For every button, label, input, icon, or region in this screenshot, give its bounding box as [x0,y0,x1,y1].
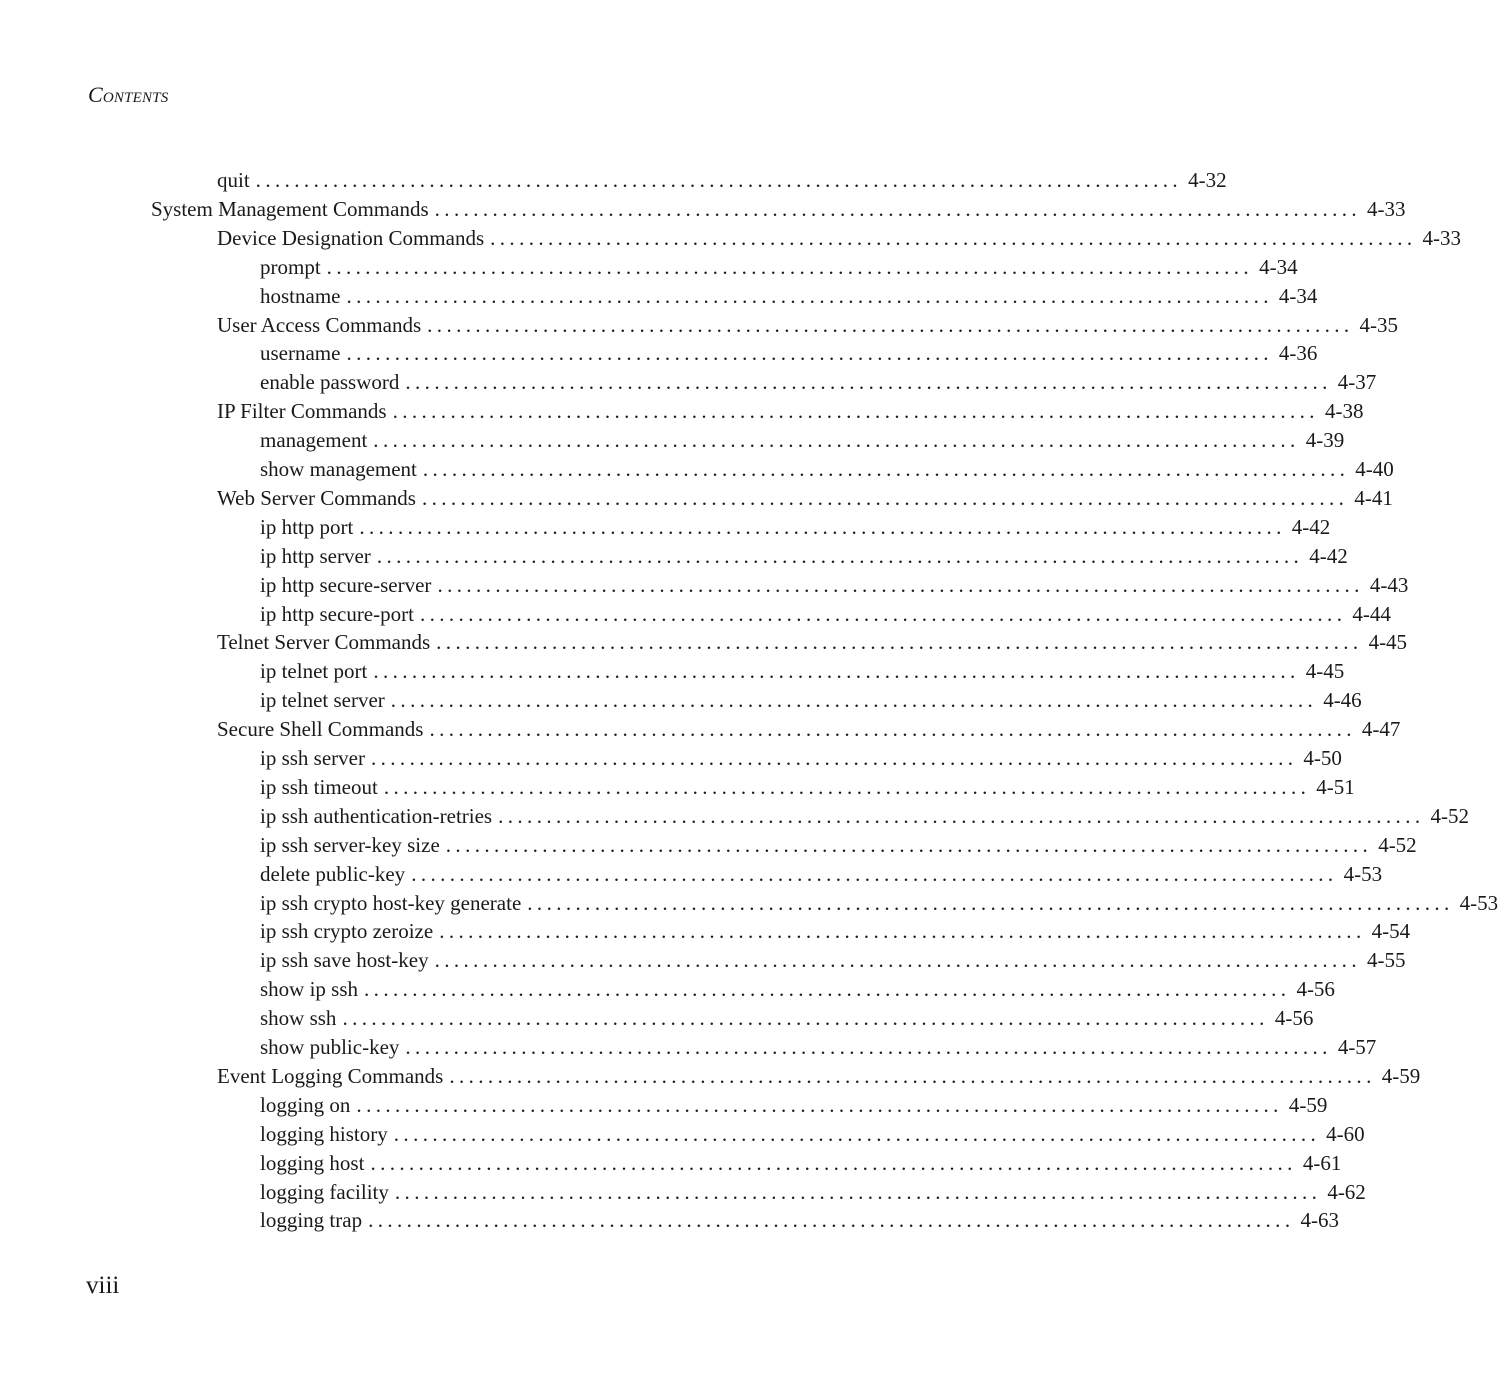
toc-entry-page: 4-61 [1302,1150,1342,1175]
toc-entry-label: ip telnet server [260,688,385,713]
toc-entry-label: show public-key [260,1035,400,1059]
toc-entry-label: delete public-key [260,861,406,886]
toc-entry-label: ip ssh save host-key [260,948,429,973]
toc-entry[interactable] [260,831,1417,860]
toc-entry-page: 4-44 [1352,601,1391,626]
toc-entry[interactable] [217,224,1462,253]
toc-entry-page: 4-63 [1300,1208,1339,1233]
toc-dot-leader: ................................................................................................ [346,341,1273,366]
toc-entry-page: 4-60 [1326,1121,1365,1146]
toc-entry[interactable] [260,426,1345,455]
toc-entry-page: 4-51 [1316,774,1355,799]
toc-entry-page: 4-59 [1288,1092,1328,1117]
toc-dot-leader: ................................................................................................ [370,746,1298,770]
toc-dot-leader: ................................................................................................ [437,572,1364,597]
toc-entry[interactable] [260,455,1394,484]
toc-entry-label: enable password [260,370,400,395]
toc-dot-leader: ................................................................................................ [498,803,1425,828]
toc-dot-leader: ................................................................................................ [359,514,1286,539]
toc-entry-label: show ip ssh [260,977,359,1002]
toc-dot-leader: ................................................................................................ [405,370,1332,395]
toc-entry[interactable] [260,860,1383,889]
toc-entry[interactable] [217,397,1364,426]
toc-entry-page: 4-59 [1381,1063,1421,1088]
toc-entry-page: 4-56 [1274,1006,1314,1031]
toc-dot-leader: ................................................................................................ [527,890,1454,915]
toc-entry-label: IP Filter Commands [217,399,387,424]
toc-entry-page: 4-45 [1368,630,1408,655]
toc-dot-leader: ................................................................................................ [342,1006,1269,1031]
toc-dot-leader: ................................................................................................ [373,428,1300,453]
toc-entry-page: 4-34 [1278,283,1318,308]
toc-dot-leader: ................................................................................................ [422,457,1350,481]
toc-entry-page: 4-33 [1422,225,1462,250]
toc-entry-page: 4-45 [1305,659,1345,684]
toc-entry-label: logging host [260,1150,365,1175]
toc-entry-page: 4-34 [1259,254,1298,279]
toc-entry-label: show management [260,457,417,481]
toc-entry-page: 4-32 [1188,168,1227,192]
toc-entry[interactable] [260,253,1298,282]
toc-entry-page: 4-56 [1296,977,1335,1002]
toc-entry-label: ip http secure-port [260,601,414,626]
toc-entry-label: ip ssh crypto host-key generate [260,890,522,915]
toc-entry-page: 4-52 [1378,832,1417,857]
toc-entry-page: 4-38 [1324,399,1364,424]
toc-dot-leader: ................................................................................................ [411,861,1338,886]
toc-entry-label: logging facility [260,1179,389,1204]
toc-entry-label: logging history [260,1121,388,1146]
toc-entry[interactable] [260,1149,1342,1178]
toc-dot-leader: ................................................................................................ [419,601,1347,626]
toc-dot-leader: ................................................................................................ [434,948,1361,973]
toc-entry[interactable] [260,282,1318,311]
toc-entry-label: Device Designation Commands [217,225,485,250]
toc-entry-page: 4-35 [1359,312,1399,337]
toc-entry[interactable] [260,686,1362,715]
toc-entry-page: 4-42 [1309,543,1348,568]
toc-entry-label: ip http server [260,543,371,568]
toc-entry-label: username [260,341,341,366]
toc-entry[interactable] [260,744,1342,773]
toc-entry-page: 4-33 [1367,196,1406,221]
toc-entry[interactable] [151,195,1406,224]
toc-dot-leader: ................................................................................................ [326,254,1254,279]
toc-entry[interactable] [260,1120,1365,1149]
toc-entry-page: 4-50 [1303,746,1342,770]
toc-entry-label: Secure Shell Commands [217,717,424,742]
toc-entry-page: 4-46 [1323,688,1362,713]
toc-entry-label: ip ssh server [260,746,365,770]
toc-dot-leader: ................................................................................................ [364,977,1291,1002]
toc-entry-page: 4-37 [1337,370,1377,395]
toc-entry-page: 4-42 [1291,514,1331,539]
toc-entry[interactable] [260,1178,1366,1207]
toc-entry-label: Web Server Commands [217,485,416,510]
toc-entry-label: prompt [260,254,321,279]
toc-entry-label: ip telnet port [260,659,368,684]
toc-entry-label: ip ssh server-key size [260,832,440,857]
toc-entry-label: Event Logging Commands [217,1063,444,1088]
toc-entry[interactable] [260,600,1391,629]
toc-dot-leader: ................................................................................................ [434,196,1362,221]
toc-dot-leader: ................................................................................................ [373,659,1300,684]
toc-entry[interactable] [260,657,1345,686]
toc-entry-label: Telnet Server Commands [217,630,431,655]
toc-entry-label: logging on [260,1092,351,1117]
toc-entry-label: ip http secure-server [260,572,432,597]
toc-dot-leader: ................................................................................................ [427,312,1354,337]
toc-entry-label: quit [217,168,250,192]
toc-dot-leader: ................................................................................................ [429,717,1356,742]
toc-entry[interactable] [260,368,1377,397]
toc-entry[interactable] [260,917,1411,946]
toc-dot-leader: ................................................................................................ [393,1121,1321,1146]
toc-dot-leader: ................................................................................................ [405,1035,1332,1059]
toc-entry-page: 4-55 [1366,948,1406,973]
toc-entry-page: 4-47 [1361,717,1401,742]
toc-dot-leader: ................................................................................................ [449,1063,1376,1088]
toc-entry-label: management [260,428,368,453]
toc-dot-leader: ................................................................................................ [445,832,1373,857]
toc-entry-page: 4-53 [1343,861,1383,886]
toc-entry[interactable] [260,571,1409,600]
toc-entry-page: 4-62 [1327,1179,1366,1204]
toc-entry[interactable] [217,166,1227,195]
running-header: Contents [88,82,169,107]
toc-entry[interactable] [260,975,1335,1004]
toc-dot-leader: ................................................................................................ [368,1208,1295,1233]
toc-entry[interactable] [260,542,1348,571]
toc-entry-page: 4-53 [1459,890,1498,915]
toc-entry-page: 4-54 [1371,919,1411,944]
toc-entry[interactable] [260,1033,1377,1062]
toc-entry-label: ip ssh crypto zeroize [260,919,434,944]
toc-dot-leader: ................................................................................................ [356,1092,1283,1117]
toc-dot-leader: ................................................................................................ [255,168,1183,192]
toc-dot-leader: ................................................................................................ [390,688,1318,713]
toc-entry-label: ip http port [260,514,354,539]
toc-entry-page: 4-52 [1430,803,1470,828]
toc-entry[interactable] [260,1206,1339,1235]
toc-entry-page: 4-57 [1337,1035,1377,1059]
toc-dot-leader: ................................................................................................ [421,485,1349,510]
toc-entry[interactable] [260,1004,1314,1033]
toc-dot-leader: ................................................................................................ [392,399,1319,424]
toc-entry[interactable] [260,802,1470,831]
toc-entry-label: logging trap [260,1208,363,1233]
toc-entry[interactable] [260,1091,1328,1120]
toc-entry[interactable] [260,513,1331,542]
toc-entry[interactable] [260,889,1498,918]
toc-entry-label: ip ssh timeout [260,774,378,799]
toc-entry[interactable] [217,1062,1421,1091]
toc-entry[interactable] [260,773,1355,802]
toc-dot-leader: ................................................................................................ [394,1179,1322,1204]
toc-entry-label: hostname [260,283,341,308]
toc-dot-leader: ................................................................................................ [370,1150,1297,1175]
toc-entry-label: ip ssh authentication-retries [260,803,493,828]
toc-entry[interactable] [260,946,1406,975]
toc-entry-page: 4-40 [1355,457,1394,481]
toc-entry[interactable] [217,311,1399,340]
toc-entry[interactable] [260,339,1318,368]
toc-dot-leader: ................................................................................................ [439,919,1366,944]
toc-dot-leader: ................................................................................................ [436,630,1363,655]
toc-dot-leader: ................................................................................................ [490,225,1417,250]
toc-entry-page: 4-41 [1354,485,1393,510]
toc-dot-leader: ................................................................................................ [346,283,1273,308]
toc-entry[interactable] [217,715,1401,744]
page-number: viii [86,1272,120,1299]
toc-entry-label: User Access Commands [217,312,422,337]
toc-entry-page: 4-36 [1278,341,1318,366]
toc-entry[interactable] [217,484,1393,513]
toc-entry-page: 4-39 [1305,428,1345,453]
toc-entry[interactable] [217,628,1408,657]
toc-entry-label: System Management Commands [151,196,429,221]
toc-entry-page: 4-43 [1369,572,1409,597]
toc-dot-leader: ................................................................................................ [376,543,1304,568]
toc-entry-label: show ssh [260,1006,337,1031]
toc-dot-leader: ................................................................................................ [383,774,1311,799]
